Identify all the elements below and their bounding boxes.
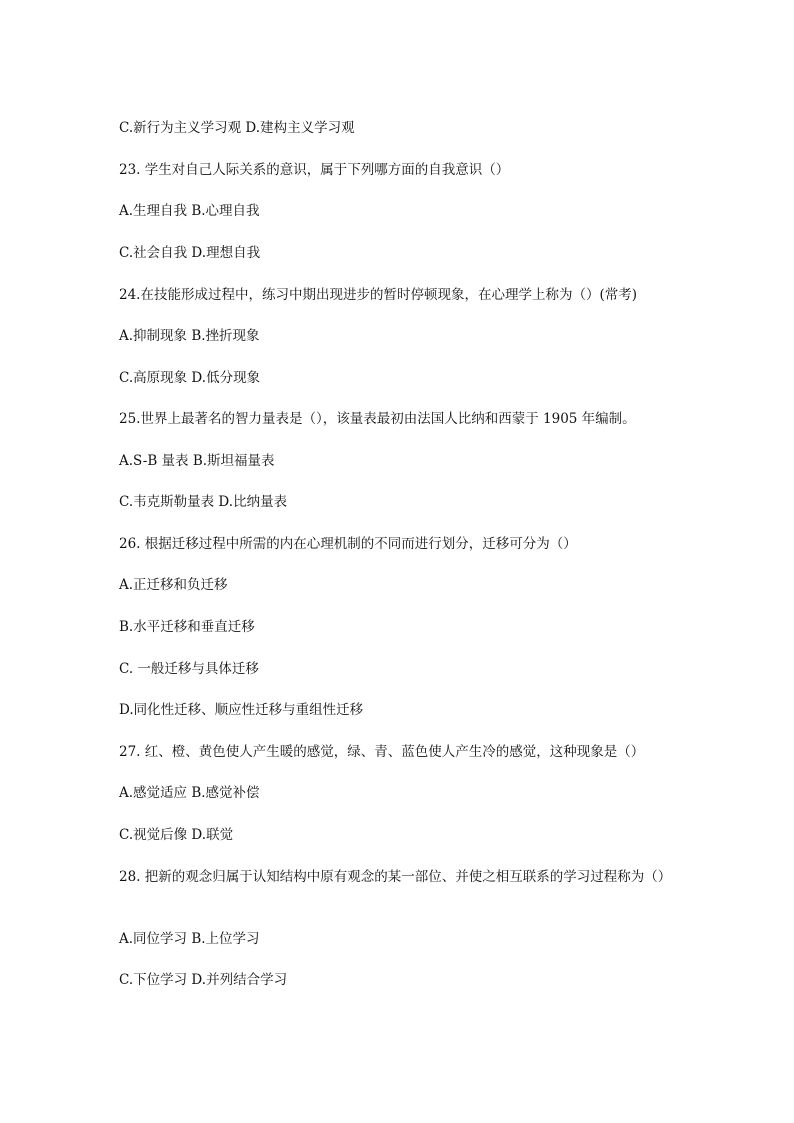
question-27: 27. 红、橙、黄色使人产生暖的感觉，绿、青、蓝色使人产生冷的感觉，这种现象是（） <box>119 744 645 760</box>
question-23: 23. 学生对自己人际关系的意识，属于下列哪方面的自我意识（） <box>119 162 510 178</box>
option-line: C.下位学习 D.并列结合学习 <box>119 972 288 988</box>
option-line: C.社会自我 D.理想自我 <box>119 245 261 261</box>
option-line: D.同化性迁移、顺应性迁移与重组性迁移 <box>119 702 364 718</box>
option-line: A.抑制现象 B.挫折现象 <box>119 328 260 344</box>
option-line: C.视觉后像 D.联觉 <box>119 827 234 843</box>
option-line: A.同位学习 B.上位学习 <box>119 931 260 947</box>
question-25: 25.世界上最著名的智力量表是（），该量表最初由法国人比纳和西蒙于 1905 年编制。 <box>119 411 636 427</box>
option-line: A.感觉适应 B.感觉补偿 <box>119 785 260 801</box>
option-line: A.正迁移和负迁移 <box>119 577 228 593</box>
question-24: 24.在技能形成过程中，练习中期出现进步的暂时停顿现象，在心理学上称为（）(常考) <box>119 287 638 303</box>
question-28: 28. 把新的观念归属于认知结构中原有观念的某一部位、并使之相互联系的学习过程称为（） <box>119 869 672 885</box>
option-line: C.高原现象 D.低分现象 <box>119 370 261 386</box>
question-26: 26. 根据迁移过程中所需的内在心理机制的不同而进行划分，迁移可分为（） <box>119 536 577 552</box>
option-line: B.水平迁移和垂直迁移 <box>119 619 255 635</box>
option-line: C.韦克斯勒量表 D.比纳量表 <box>119 494 288 510</box>
option-line: A.S-B 量表 B.斯坦福量表 <box>119 453 275 469</box>
option-line: C.新行为主义学习观 D.建构主义学习观 <box>119 120 355 136</box>
option-line: A.生理自我 B.心理自我 <box>119 203 260 219</box>
option-line: C. 一般迁移与具体迁移 <box>119 661 259 677</box>
